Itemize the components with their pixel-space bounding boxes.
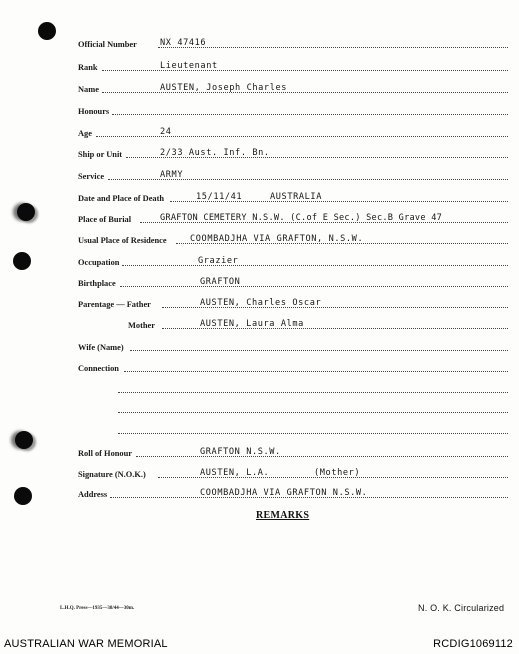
parentage-mother-value: AUSTEN, Laura Alma	[200, 319, 304, 329]
field-parentage-father	[78, 297, 508, 311]
field-roll-of-honour	[78, 446, 508, 460]
death-place-value: AUSTRALIA	[270, 192, 322, 202]
age-label: Age	[78, 129, 92, 138]
wife-line	[130, 350, 508, 351]
honours-line	[112, 114, 508, 115]
connection-line-3	[118, 402, 508, 416]
field-official-number	[78, 37, 508, 51]
official-number-label: Official Number	[78, 40, 137, 49]
age-line	[96, 136, 508, 137]
usual-residence-label: Usual Place of Residence	[78, 236, 167, 245]
parentage-father-label: Parentage — Father	[78, 300, 151, 309]
ship-or-unit-label: Ship or Unit	[78, 150, 123, 159]
footer-institution: AUSTRALIAN WAR MEMORIAL	[4, 638, 168, 650]
age-value: 24	[160, 127, 172, 137]
field-parentage-mother	[78, 318, 508, 332]
remarks-heading: REMARKS	[256, 510, 310, 521]
field-address	[78, 487, 508, 501]
usual-residence-value: COOMBADJHA VIA GRAFTON, N.S.W.	[190, 234, 364, 244]
honours-label: Honours	[78, 107, 110, 116]
signature-label: Signature (N.O.K.)	[78, 470, 146, 479]
signature-relation: (Mother)	[314, 468, 361, 478]
name-label: Name	[78, 85, 99, 94]
binder-hole-bottom	[14, 487, 32, 505]
field-signature	[78, 467, 508, 481]
field-place-of-burial	[78, 212, 508, 226]
roll-of-honour-line	[136, 456, 508, 457]
connection-continuation-line	[118, 433, 508, 434]
signature-value: AUSTEN, L.A.	[200, 468, 270, 478]
nok-circularized-stamp: N. O. K. Circularized	[418, 603, 505, 613]
rank-value: Lieutenant	[160, 61, 218, 71]
binder-hole-middle	[13, 252, 31, 270]
field-ship-or-unit	[78, 147, 508, 161]
field-connection	[78, 361, 508, 375]
field-date-place-death	[78, 191, 508, 205]
field-service	[78, 169, 508, 183]
ship-or-unit-value: 2/33 Aust. Inf. Bn.	[160, 148, 270, 158]
roll-of-honour-label: Roll of Honour	[78, 449, 132, 458]
birthplace-label: Birthplace	[78, 279, 116, 288]
connection-label: Connection	[78, 364, 119, 373]
roll-of-honour-value: GRAFTON N.S.W.	[200, 447, 281, 457]
field-rank	[78, 60, 508, 74]
address-value: COOMBADJHA VIA GRAFTON N.S.W.	[200, 488, 368, 498]
field-wife	[78, 340, 508, 354]
print-reference: L.H.Q. Press—1935—38/44—30m.	[60, 606, 135, 611]
field-occupation	[78, 255, 508, 269]
service-value: ARMY	[160, 170, 184, 180]
name-value: AUSTEN, Joseph Charles	[160, 83, 288, 93]
occupation-line	[122, 265, 508, 266]
occupation-value: Grazier	[198, 256, 239, 266]
parentage-mother-label: Mother	[128, 321, 155, 330]
death-date-value: 15/11/41	[196, 192, 243, 202]
rank-label: Rank	[78, 63, 98, 72]
binder-hole-lower	[15, 431, 33, 449]
official-number-line	[158, 47, 508, 48]
field-honours	[78, 104, 508, 118]
connection-line	[124, 371, 508, 372]
connection-line-2	[118, 382, 508, 396]
connection-continuation-line	[118, 392, 508, 393]
place-of-burial-label: Place of Burial	[78, 215, 132, 224]
wife-label: Wife (Name)	[78, 343, 124, 352]
birthplace-value: GRAFTON	[200, 277, 241, 287]
birthplace-line	[120, 286, 508, 287]
connection-line-4	[118, 423, 508, 437]
parentage-father-value: AUSTEN, Charles Oscar	[200, 298, 322, 308]
service-label: Service	[78, 172, 105, 181]
official-number-value: NX 47416	[160, 38, 207, 48]
address-label: Address	[78, 490, 108, 499]
connection-continuation-line	[118, 412, 508, 413]
date-place-death-label: Date and Place of Death	[78, 194, 165, 203]
binder-hole-upper	[17, 203, 35, 221]
footer-record-id: RCDIG1069112	[433, 638, 513, 650]
field-name	[78, 82, 508, 96]
binder-hole-top	[38, 22, 56, 40]
occupation-label: Occupation	[78, 258, 120, 267]
field-age	[78, 126, 508, 140]
field-birthplace	[78, 276, 508, 290]
field-usual-residence	[78, 233, 508, 247]
place-of-burial-value: GRAFTON CEMETERY N.S.W. (C.of E Sec.) Sec.B Grave 47	[160, 213, 443, 223]
